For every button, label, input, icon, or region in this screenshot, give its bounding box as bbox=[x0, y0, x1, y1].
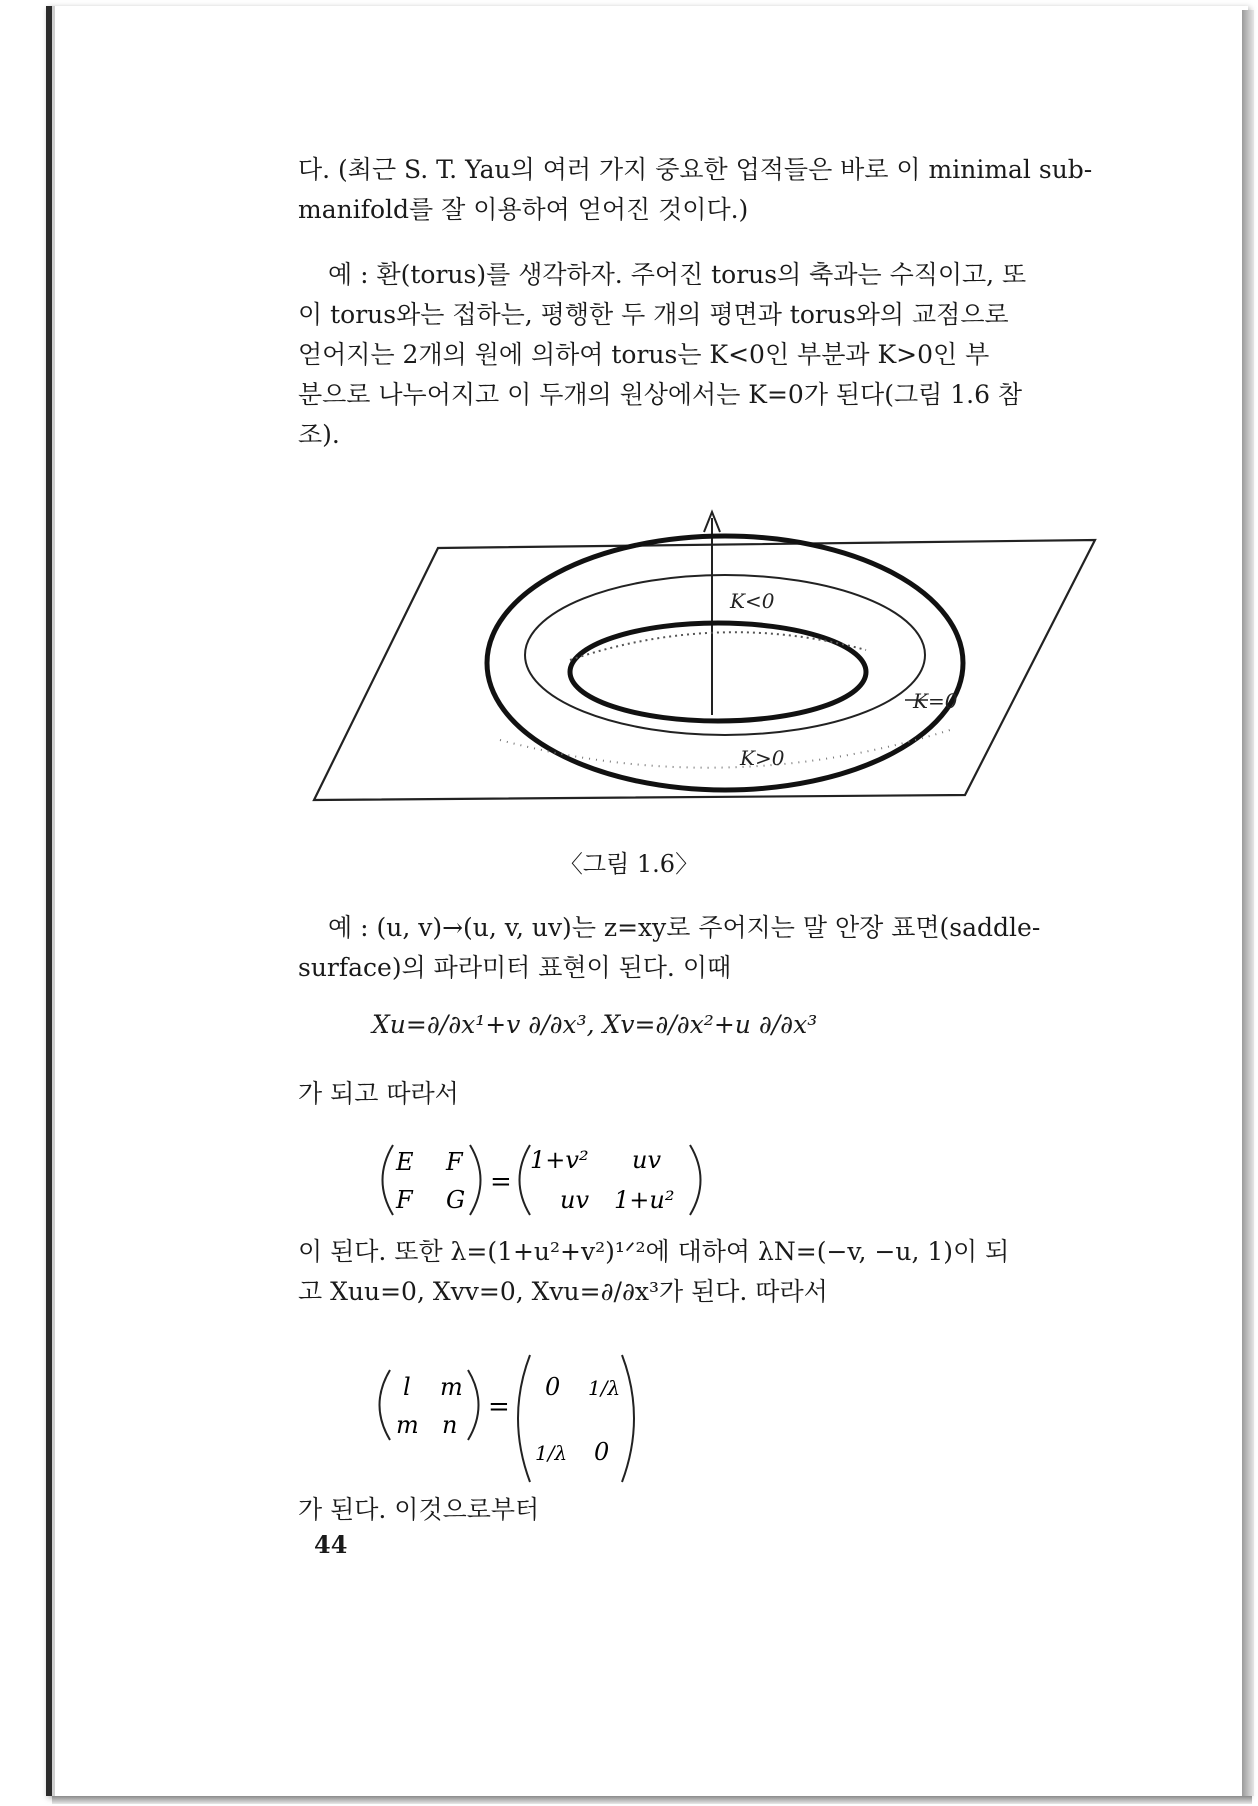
label-k-negative: K<0 bbox=[730, 589, 775, 613]
paragraph-2-line-1: 예 : 환(torus)를 생각하자. 주어진 torus의 축과는 수직이고, 또 bbox=[328, 260, 1027, 289]
closing-line: 가 된다. 이것으로부터 bbox=[298, 1495, 540, 1524]
matrix1-lhs-f-top: F bbox=[446, 1148, 463, 1176]
matrix1-rhs-a22: 1+u² bbox=[614, 1186, 675, 1214]
paragraph-2-line-3: 얻어지는 2개의 원에 의하여 torus는 K<0인 부분과 K>0인 부 bbox=[298, 340, 990, 369]
matrix1-equals: = bbox=[490, 1167, 512, 1197]
paragraph-1-line-2: manifold를 잘 이용하여 얻어진 것이다.) bbox=[298, 195, 749, 224]
page-number: 44 bbox=[314, 1530, 348, 1559]
paragraph-4-line-2: 고 Xuu=0, Xvv=0, Xvu=∂/∂x³가 된다. 따라서 bbox=[298, 1277, 828, 1306]
paragraph-2 bbox=[298, 255, 1128, 455]
matrix2-rhs-a21: 1/λ bbox=[535, 1441, 568, 1465]
page-edge-shadow bbox=[1242, 10, 1254, 1796]
matrix2-lhs-m-top: m bbox=[440, 1373, 463, 1401]
paragraph-2-line-4: 분으로 나누어지고 이 두개의 원상에서는 K=0가 된다(그림 1.6 참 bbox=[298, 380, 1023, 409]
paragraph-4-line-1: 이 된다. 또한 λ=(1+u²+v²)¹ᐟ²에 대하여 λN=(−v, −u, 1)이 되 bbox=[298, 1237, 1010, 1266]
matrix1-lhs-f-bottom: F bbox=[396, 1186, 413, 1214]
matrix2-rhs-a22: 0 bbox=[594, 1438, 610, 1466]
paragraph-2-line-5: 조). bbox=[298, 420, 340, 449]
label-k-zero: K=0 bbox=[913, 689, 958, 713]
text-after-equation: 가 되고 따라서 bbox=[298, 1079, 459, 1108]
matrix1-rhs-a11: 1+v² bbox=[530, 1146, 589, 1174]
matrix1-lhs-g: G bbox=[446, 1186, 466, 1214]
paragraph-3-line-1: 예 : (u, v)→(u, v, uv)는 z=xy로 주어지는 말 안장 표면(saddle- bbox=[328, 913, 1041, 942]
matrix2-rhs-a11: 0 bbox=[545, 1373, 561, 1401]
matrix1-rhs-a12: uv bbox=[632, 1146, 662, 1174]
matrix2-equals: = bbox=[488, 1392, 510, 1422]
paragraph-1 bbox=[298, 150, 1128, 230]
paragraph-3 bbox=[298, 908, 1128, 988]
figure-caption: 〈그림 1.6〉 bbox=[558, 850, 700, 878]
paragraph-3-line-2: surface)의 파라미터 표현이 된다. 이때 bbox=[298, 953, 732, 982]
page-bottom-shadow bbox=[52, 1796, 1252, 1804]
paragraph-4 bbox=[298, 1232, 1128, 1312]
matrix1-rhs-a21: uv bbox=[560, 1186, 590, 1214]
paragraph-1-line-1: 다. (최근 S. T. Yau의 여러 가지 중요한 업적들은 바로 이 minimal sub- bbox=[298, 155, 1093, 184]
matrix1-lhs-e: E bbox=[396, 1148, 414, 1176]
matrix2-lhs-n: n bbox=[442, 1411, 458, 1439]
matrix2-lhs-m-bottom: m bbox=[396, 1411, 419, 1439]
matrix2-rhs-a12: 1/λ bbox=[588, 1376, 621, 1400]
paragraph-2-line-2: 이 torus와는 접하는, 평행한 두 개의 평면과 torus와의 교점으로 bbox=[298, 300, 1009, 329]
equation-tangent-vectors: Xu=∂/∂x¹+v ∂/∂x³, Xv=∂/∂x²+u ∂/∂x³ bbox=[372, 1010, 818, 1039]
matrix2-lhs-l: l bbox=[403, 1373, 411, 1401]
label-k-positive: K>0 bbox=[740, 746, 785, 770]
